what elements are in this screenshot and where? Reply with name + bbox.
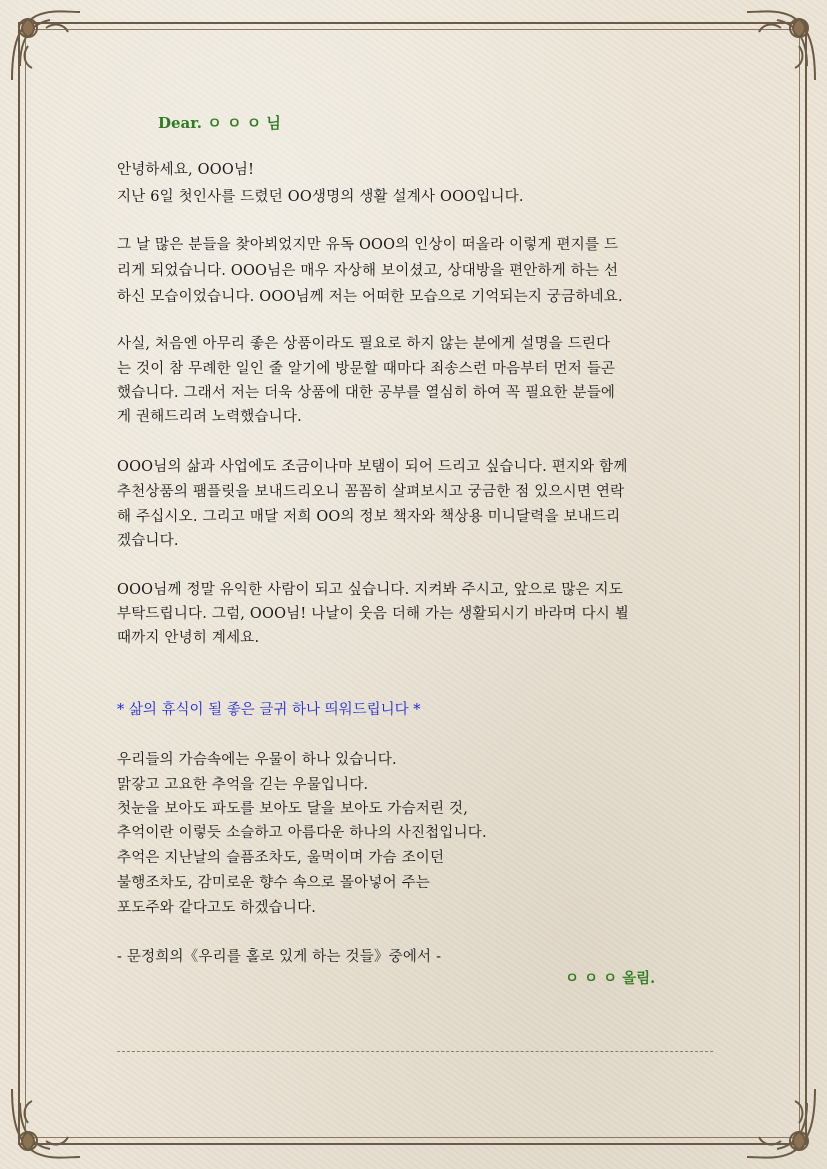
- paragraph-line: 때까지 안녕히 계세요.: [117, 630, 260, 646]
- paragraph-line: 해 주십시오. 그리고 매달 저희 OO의 정보 책자와 책상용 미니달력을 보내드리: [117, 509, 621, 525]
- paragraph-line: 지난 6일 첫인사를 드렸던 OO생명의 생활 설계사 OOO입니다.: [117, 189, 524, 205]
- quote-line: 추억이란 이렇듯 소슬하고 아름다운 하나의 사진첩입니다.: [117, 825, 487, 841]
- paragraph-line: 게 권해드리려 노력했습니다.: [117, 409, 302, 425]
- paragraph-line: 안녕하세요, OOO님!: [117, 162, 255, 178]
- ornament-corner-bottom-right-icon: [741, 1083, 821, 1163]
- quote-source: - 문정희의《우리를 홀로 있게 하는 것들》중에서 -: [117, 949, 442, 965]
- paragraph-line: 했습니다. 그래서 저는 더욱 상품에 대한 공부를 열심히 하여 꼭 필요한 분들에: [117, 385, 616, 401]
- paragraph-line: 부탁드립니다. 그럼, OOO님! 나날이 웃음 더해 가는 생활되시기 바라며 다시 뵐: [117, 606, 629, 622]
- quote-line: 우리들의 가슴속에는 우물이 하나 있습니다.: [117, 752, 397, 768]
- quote-title: * 삶의 휴식이 될 좋은 글귀 하나 띄워드립니다 *: [117, 702, 421, 718]
- dashed-divider: [117, 1051, 713, 1052]
- quote-line: 추억은 지난날의 슬픔조차도, 울먹이며 가슴 조이던: [117, 850, 445, 866]
- paragraph-line: 사실, 처음엔 아무리 좋은 상품이라도 필요로 하지 않는 분에게 설명을 드린다: [117, 336, 611, 352]
- quote-line: 맑갛고 고요한 추억을 긷는 우물입니다.: [117, 777, 369, 793]
- paragraph-line: 리게 되었습니다. OOO님은 매우 자상해 보이셨고, 상대방을 편안하게 하는 선: [117, 263, 619, 279]
- paragraph-line: 겠습니다.: [117, 533, 179, 549]
- paragraph-line: OOO님께 정말 유익한 사람이 되고 싶습니다. 지켜봐 주시고, 앞으로 많은 지도: [117, 582, 623, 598]
- signoff: ㅇ ㅇ ㅇ 올림.: [565, 970, 656, 987]
- greeting: Dear. ㅇ ㅇ ㅇ 님: [158, 114, 281, 132]
- ornament-corner-top-left-icon: [6, 6, 86, 86]
- ornament-corner-top-right-icon: [741, 6, 821, 86]
- ornament-corner-bottom-left-icon: [6, 1083, 86, 1163]
- paragraph-line: 하신 모습이었습니다. OOO님께 저는 어떠한 모습으로 기억되는지 궁금하네요.: [117, 289, 623, 305]
- paragraph-line: 추천상품의 팸플릿을 보내드리오니 꼼꼼히 살펴보시고 궁금한 점 있으시면 연락: [117, 484, 625, 500]
- quote-line: 포도주와 같다고도 하겠습니다.: [117, 900, 317, 916]
- paragraph-line: 그 날 많은 분들을 찾아뵈었지만 유독 OOO의 인상이 떠올라 이렇게 편지를 드: [117, 237, 619, 253]
- paragraph-line: 는 것이 참 무례한 일인 줄 알기에 방문할 때마다 죄송스런 마음부터 먼저 들곤: [117, 361, 616, 377]
- paragraph-line: OOO님의 삶과 사업에도 조금이나마 보탬이 되어 드리고 싶습니다. 편지와 함께: [117, 459, 628, 475]
- quote-line: 불행조차도, 감미로운 향수 속으로 몰아넣어 주는: [117, 875, 430, 891]
- quote-line: 첫눈을 보아도 파도를 보아도 달을 보아도 가슴저린 것,: [117, 801, 469, 817]
